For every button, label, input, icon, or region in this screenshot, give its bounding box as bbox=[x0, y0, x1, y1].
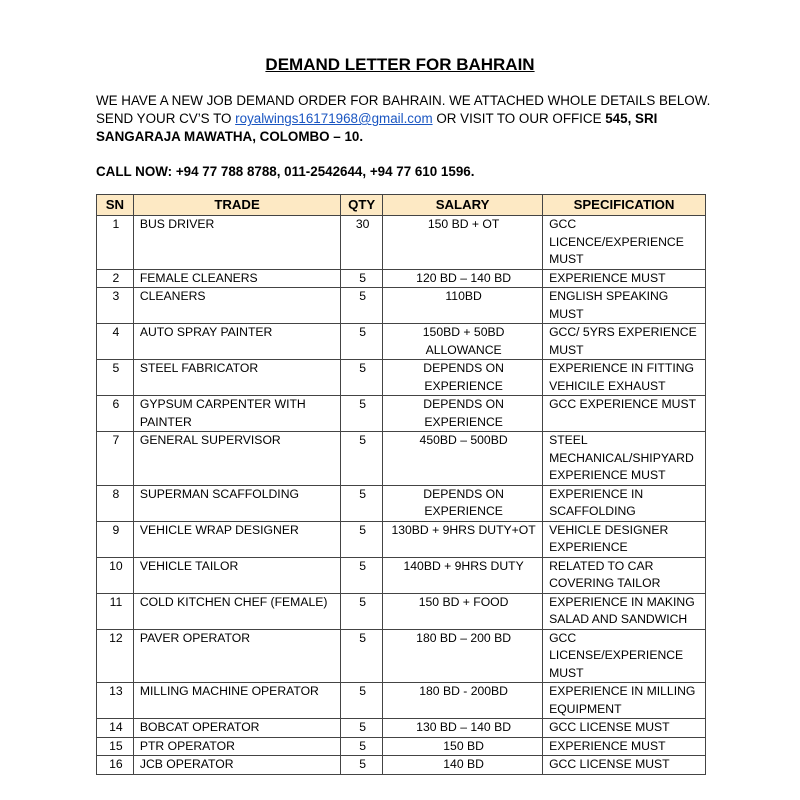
sn-cell: 13 bbox=[97, 683, 134, 719]
sn-cell: 2 bbox=[97, 269, 134, 288]
intro-line-2 bbox=[96, 110, 736, 128]
qty-cell: 5 bbox=[341, 629, 383, 683]
trade-cell: PTR OPERATOR bbox=[133, 737, 340, 756]
table-row bbox=[97, 593, 706, 629]
salary-cell: 450BD – 500BD bbox=[383, 432, 543, 486]
salary-cell: 180 BD - 200BD bbox=[383, 683, 543, 719]
qty-cell: 5 bbox=[341, 396, 383, 432]
table-row bbox=[97, 629, 706, 683]
qty-cell: 5 bbox=[341, 269, 383, 288]
salary-cell: 120 BD – 140 BD bbox=[383, 269, 543, 288]
table-row bbox=[97, 557, 706, 593]
trade-cell: MILLING MACHINE OPERATOR bbox=[133, 683, 340, 719]
table-row bbox=[97, 432, 706, 486]
specification-cell: GCC/ 5YRS EXPERIENCE MUST bbox=[543, 324, 706, 360]
qty-cell: 5 bbox=[341, 324, 383, 360]
send-cv-text: SEND YOUR CV’S TO bbox=[96, 111, 236, 126]
table-row bbox=[97, 324, 706, 360]
sn-cell: 6 bbox=[97, 396, 134, 432]
sn-cell: 12 bbox=[97, 629, 134, 683]
specification-cell: EXPERIENCE IN SCAFFOLDING bbox=[543, 485, 706, 521]
office-address-part-1: 545, SRI bbox=[605, 111, 658, 126]
table-row bbox=[97, 269, 706, 288]
header-trade: TRADE bbox=[133, 195, 340, 216]
office-address-part-2: SANGARAJA MAWATHA, COLOMBO – 10. bbox=[96, 129, 364, 144]
specification-cell: EXPERIENCE IN FITTING VEHICILE EXHAUST bbox=[543, 360, 706, 396]
trade-cell: STEEL FABRICATOR bbox=[133, 360, 340, 396]
specification-cell: GCC LICENCE/EXPERIENCE MUST bbox=[543, 216, 706, 270]
qty-cell: 5 bbox=[341, 557, 383, 593]
sn-cell: 7 bbox=[97, 432, 134, 486]
email-link[interactable]: royalwings16171968@gmail.com bbox=[235, 111, 433, 126]
sn-cell: 10 bbox=[97, 557, 134, 593]
salary-cell: 150BD + 50BD ALLOWANCE bbox=[383, 324, 543, 360]
salary-cell: DEPENDS ON EXPERIENCE bbox=[383, 360, 543, 396]
qty-cell: 5 bbox=[341, 485, 383, 521]
specification-cell: GCC LICENSE/EXPERIENCE MUST bbox=[543, 629, 706, 683]
sn-cell: 4 bbox=[97, 324, 134, 360]
trade-cell: GENERAL SUPERVISOR bbox=[133, 432, 340, 486]
salary-cell: 150 BD bbox=[383, 737, 543, 756]
header-specification: SPECIFICATION bbox=[543, 195, 706, 216]
qty-cell: 5 bbox=[341, 288, 383, 324]
sn-cell: 5 bbox=[97, 360, 134, 396]
call-now-line: CALL NOW: +94 77 788 8788, 011-2542644, +94 77 610 1596. bbox=[96, 164, 475, 179]
sn-cell: 16 bbox=[97, 756, 134, 775]
table-row bbox=[97, 396, 706, 432]
qty-cell: 5 bbox=[341, 593, 383, 629]
specification-cell: EXPERIENCE IN MILLING EQUIPMENT bbox=[543, 683, 706, 719]
table-row bbox=[97, 719, 706, 738]
specification-cell: GCC LICENSE MUST bbox=[543, 756, 706, 775]
qty-cell: 5 bbox=[341, 432, 383, 486]
table-row bbox=[97, 521, 706, 557]
salary-cell: 140 BD bbox=[383, 756, 543, 775]
salary-cell: 130 BD – 140 BD bbox=[383, 719, 543, 738]
salary-cell: 150 BD + OT bbox=[383, 216, 543, 270]
trade-cell: BUS DRIVER bbox=[133, 216, 340, 270]
sn-cell: 8 bbox=[97, 485, 134, 521]
header-qty: QTY bbox=[341, 195, 383, 216]
qty-cell: 30 bbox=[341, 216, 383, 270]
trade-cell: BOBCAT OPERATOR bbox=[133, 719, 340, 738]
salary-cell: 140BD + 9HRS DUTY bbox=[383, 557, 543, 593]
trade-cell: FEMALE CLEANERS bbox=[133, 269, 340, 288]
sn-cell: 15 bbox=[97, 737, 134, 756]
demand-table bbox=[96, 194, 706, 775]
intro-paragraph bbox=[96, 92, 736, 146]
salary-cell: 110BD bbox=[383, 288, 543, 324]
trade-cell: GYPSUM CARPENTER WITH PAINTER bbox=[133, 396, 340, 432]
sn-cell: 3 bbox=[97, 288, 134, 324]
sn-cell: 1 bbox=[97, 216, 134, 270]
trade-cell: CLEANERS bbox=[133, 288, 340, 324]
sn-cell: 9 bbox=[97, 521, 134, 557]
table-row bbox=[97, 756, 706, 775]
specification-cell: ENGLISH SPEAKING MUST bbox=[543, 288, 706, 324]
qty-cell: 5 bbox=[341, 521, 383, 557]
qty-cell: 5 bbox=[341, 719, 383, 738]
page-title: DEMAND LETTER FOR BAHRAIN bbox=[265, 55, 535, 74]
salary-cell: 130BD + 9HRS DUTY+OT bbox=[383, 521, 543, 557]
salary-cell: DEPENDS ON EXPERIENCE bbox=[383, 396, 543, 432]
intro-line-3 bbox=[96, 128, 736, 146]
specification-cell: EXPERIENCE MUST bbox=[543, 737, 706, 756]
specification-cell: STEEL MECHANICAL/SHIPYARD EXPERIENCE MUST bbox=[543, 432, 706, 486]
intro-line-1: WE HAVE A NEW JOB DEMAND ORDER FOR BAHRAIN. WE ATTACHED WHOLE DETAILS BELOW. bbox=[96, 93, 711, 108]
qty-cell: 5 bbox=[341, 756, 383, 775]
trade-cell: PAVER OPERATOR bbox=[133, 629, 340, 683]
trade-cell: SUPERMAN SCAFFOLDING bbox=[133, 485, 340, 521]
table-row bbox=[97, 216, 706, 270]
salary-cell: 150 BD + FOOD bbox=[383, 593, 543, 629]
salary-cell: 180 BD – 200 BD bbox=[383, 629, 543, 683]
table-row bbox=[97, 288, 706, 324]
specification-cell: VEHICLE DESIGNER EXPERIENCE bbox=[543, 521, 706, 557]
salary-cell: DEPENDS ON EXPERIENCE bbox=[383, 485, 543, 521]
trade-cell: AUTO SPRAY PAINTER bbox=[133, 324, 340, 360]
trade-cell: JCB OPERATOR bbox=[133, 756, 340, 775]
table-header-row bbox=[97, 195, 706, 216]
table-row bbox=[97, 737, 706, 756]
trade-cell: VEHICLE TAILOR bbox=[133, 557, 340, 593]
qty-cell: 5 bbox=[341, 737, 383, 756]
specification-cell: RELATED TO CAR COVERING TAILOR bbox=[543, 557, 706, 593]
table-row bbox=[97, 360, 706, 396]
qty-cell: 5 bbox=[341, 683, 383, 719]
table-row bbox=[97, 683, 706, 719]
trade-cell: VEHICLE WRAP DESIGNER bbox=[133, 521, 340, 557]
table-row bbox=[97, 485, 706, 521]
header-salary: SALARY bbox=[383, 195, 543, 216]
specification-cell: EXPERIENCE MUST bbox=[543, 269, 706, 288]
sn-cell: 11 bbox=[97, 593, 134, 629]
visit-office-text: OR VISIT TO OUR OFFICE bbox=[432, 111, 606, 126]
qty-cell: 5 bbox=[341, 360, 383, 396]
specification-cell: GCC EXPERIENCE MUST bbox=[543, 396, 706, 432]
specification-cell: GCC LICENSE MUST bbox=[543, 719, 706, 738]
header-sn: SN bbox=[97, 195, 134, 216]
sn-cell: 14 bbox=[97, 719, 134, 738]
trade-cell: COLD KITCHEN CHEF (FEMALE) bbox=[133, 593, 340, 629]
specification-cell: EXPERIENCE IN MAKING SALAD AND SANDWICH bbox=[543, 593, 706, 629]
